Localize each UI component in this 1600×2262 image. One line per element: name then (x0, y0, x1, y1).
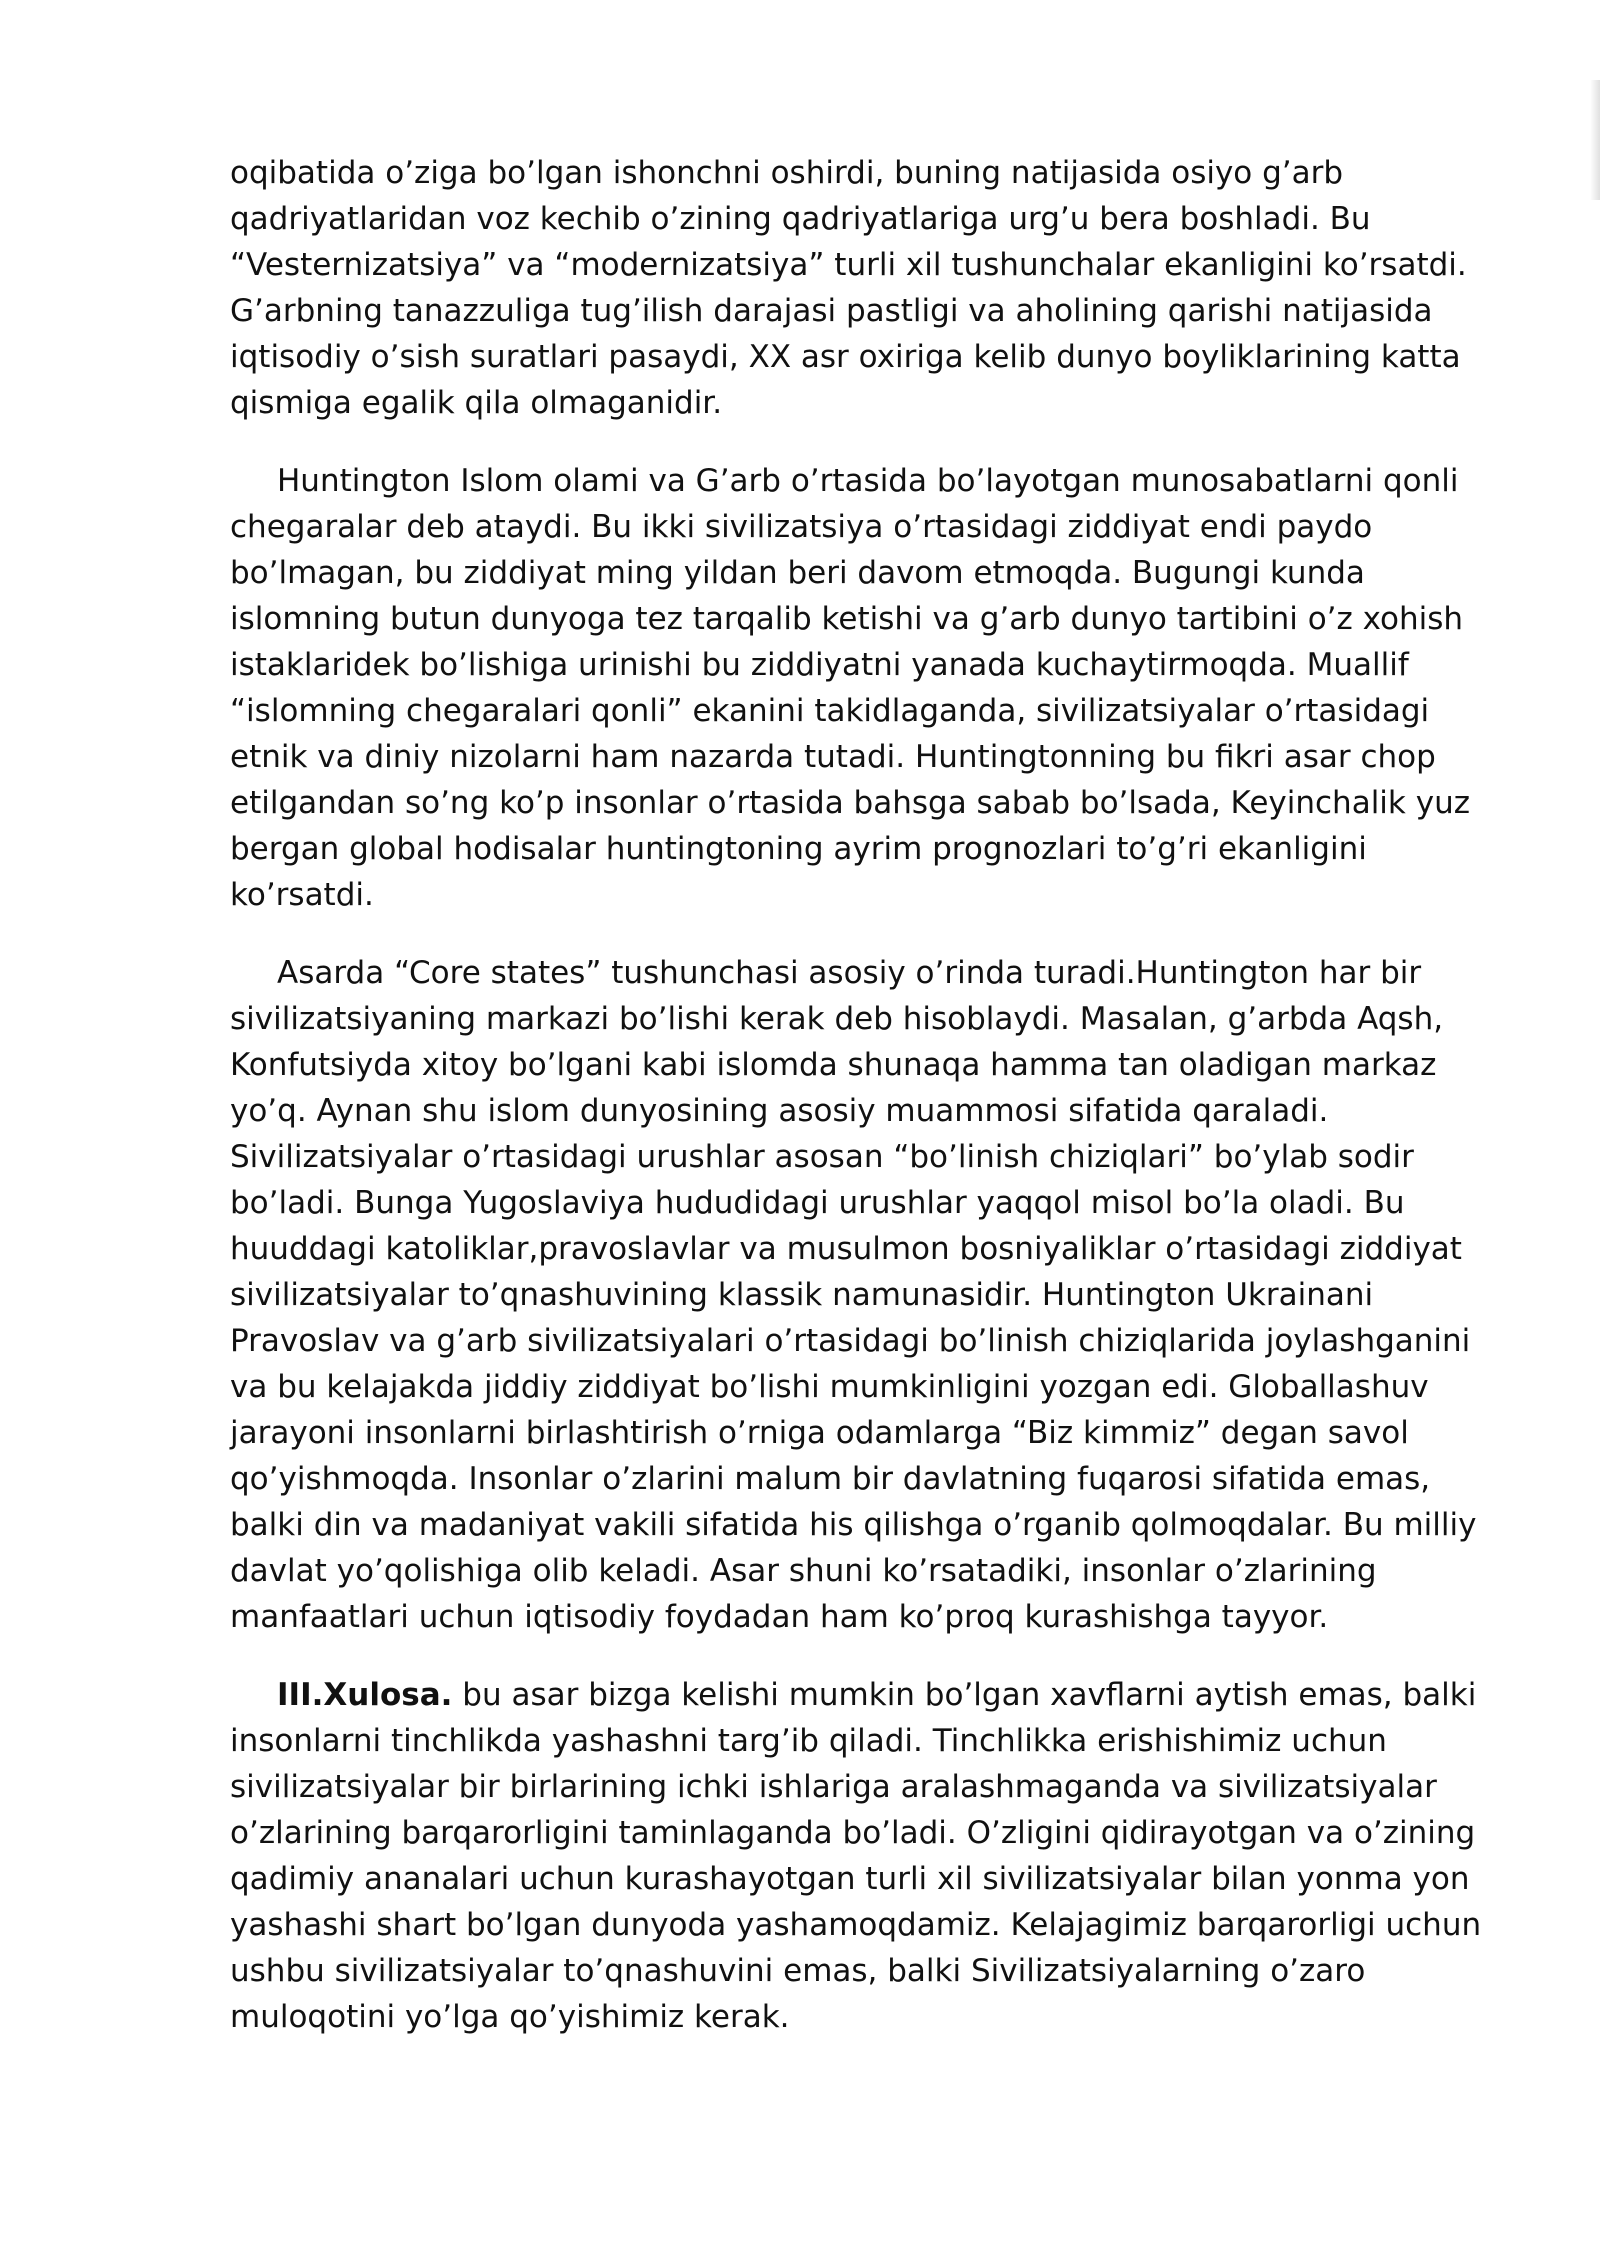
paragraph-3: Asarda “Core states” tushunchasi asosiy o’rinda turadi.Huntington har bir sivilizatsiyaning markazi bo’lishi kerak deb hisoblaydi. Masalan, g’arbda Aqsh, Konfutsiyda xitoy bo’lgani kabi islomda shunaqa hamma tan oladigan markaz yo’q. Aynan shu islom dunyosining asosiy muammosi sifatida qaraladi. Sivilizatsiyalar o’rtasidagi urushlar asosan “bo’linish chiziqlari” bo’ylab sodir bo’ladi. Bunga Yugoslaviya hududidagi urushlar yaqqol misol bo’la oladi. Bu huuddagi katoliklar,pravoslavlar va musulmon bosniyaliklar o’rtasidagi ziddiyat sivilizatsiyalar to’qnashuvining klassik namunasidir. Huntington Ukrainani Pravoslav va g’arb sivilizatsiyalari o’rtasidagi bo’linish chiziqlarida joylashganini va bu kelajakda jiddiy ziddiyat bo’lishi mumkinligini yozgan edi. Globallashuv jarayoni insonlarni birlashtirish o’rniga odamlarga “Biz kimmiz” degan savol qo’yishmoqda. Insonlar o’zlarini malum bir davlatning fuqarosi sifatida emas, balki din va madaniyat vakili sifatida his qilishga o’rganib qolmoqdalar. Bu milliy davlat yo’qolishiga olib keladi. Asar shuni ko’rsatadiki, insonlar o’zlarining manfaatlari uchun iqtisodiy foydadan ham ko’proq kurashishga tayyor. (230, 955, 1477, 1635)
paragraph-4-conclusion (230, 1672, 1495, 2040)
paragraph-1: oqibatida o’ziga bo’lgan ishonchni oshirdi, buning natijasida osiyo g’arb qadriyatlaridan voz kechib o’zining qadriyatlariga urg’u bera boshladi. Bu “Vesternizatsiya” va “modernizatsiya” turli xil tushunchalar ekanligini ko’rsatdi. G’arbning tanazzuliga tug’ilish darajasi pastligi va aholining qarishi natijasida iqtisodiy o’sish suratlari pasaydi, XX asr oxiriga kelib dunyo boyliklarining katta qismiga egalik qila olmaganidir. (230, 155, 1467, 421)
text-body (230, 150, 1495, 2072)
paragraph-2: Huntington Islom olami va G’arb o’rtasida bo’layotgan munosabatlarni qonli chegaralar deb ataydi. Bu ikki sivilizatsiya o’rtasidagi ziddiyat endi paydo bo’lmagan, bu ziddiyat ming yildan beri davom etmoqda. Bugungi kunda islomning butun dunyoga tez tarqalib ketishi va g’arb dunyo tartibini o’z xohish istaklaridek bo’lishiga urinishi bu ziddiyatni yanada kuchaytirmoqda. Muallif “islomning chegaralari qonli” ekanini takidlaganda, sivilizatsiyalar o’rtasidagi etnik va diniy nizolarni ham nazarda tutadi. Huntingtonning bu fikri asar chop etilgandan so’ng ko’p insonlar o’rtasida bahsga sabab bo’lsada, Keyinchalik yuz bergan global hodisalar huntingtoning ayrim prognozlari to’g’ri ekanligini ko’rsatdi. (230, 463, 1470, 913)
conclusion-text: bu asar bizga kelishi mumkin bo’lgan xavflarni aytish emas, balki insonlarni tinchlikda yashashni targ’ib qiladi. Tinchlikka erishishimiz uchun sivilizatsiyalar bir birlarining ichki ishlariga aralashmaganda va sivilizatsiyalar o’zlarining barqarorligini taminlaganda bo’ladi. O’zligini qidirayotgan va o’zining qadimiy ananalari uchun kurashayotgan turli xil sivilizatsiyalar bilan yonma yon yashashi shart bo’lgan dunyoda yashamoqdamiz. Kelajagimiz barqarorligi uchun ushbu sivilizatsiyalar to’qnashuvini emas, balki Sivilizatsiyalarning o’zaro muloqotini yo’lga qo’yishimiz kerak. (230, 1677, 1482, 2035)
conclusion-heading: III.Xulosa. (277, 1677, 453, 1713)
page-edge-shadow (1590, 80, 1600, 200)
